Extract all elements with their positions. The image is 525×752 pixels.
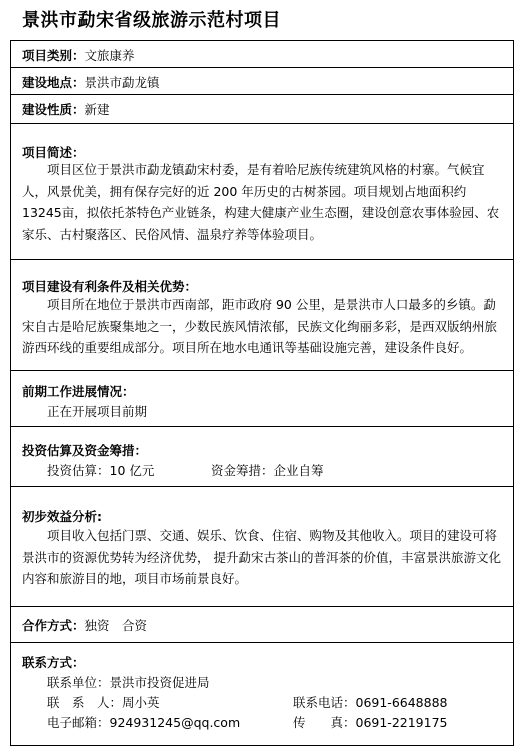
- category-row: [11, 41, 513, 68]
- nature-label: 建设性质：: [22, 102, 85, 117]
- cooperation-row: [11, 607, 513, 643]
- investment-estimate: 投资估算：10 亿元: [47, 463, 155, 478]
- category-value: 文旅康养: [84, 48, 135, 63]
- progress-heading: 前期工作进展情况：: [22, 384, 135, 399]
- cooperation-value: 独资 合资: [84, 618, 148, 633]
- contact-email: 电子邮箱：924931245@qq.com: [47, 715, 241, 730]
- nature-row: [11, 95, 513, 124]
- benefit-section: [11, 487, 513, 607]
- progress-section: [11, 371, 513, 427]
- investment-section: [11, 427, 513, 487]
- progress-text: 正在开展项目前期: [47, 404, 148, 419]
- benefit-heading: 初步效益分析:: [22, 509, 102, 524]
- location-row: [11, 68, 513, 95]
- summary-text: 项目区位于景洪市勐龙镇勐宋村委，是有着哈尼族传统建筑风格的村寨。气候宜人，风景优美，拥有保存完好的近 200 年历史的古树茶园。项目规划占地面积约 13245亩，拟依托茶特色产业链条，构建大健康产业生态圈，建设创意农事体验园、农家乐、古村聚落区、民俗风情、温泉疗养等体验项目。: [22, 162, 500, 242]
- contact-unit: 联系单位：景洪市投资促进局: [47, 675, 210, 690]
- benefit-text: 项目收入包括门票、交通、娱乐、饮食、住宿、购物及其他收入。项目的建设可将景洪市的资源优势转为经济优势， 提升勐宋古茶山的普洱茶的价值，丰富景洪旅游文化内容和旅游目的地，项目市场前景良好。: [22, 528, 501, 586]
- advantages-heading: 项目建设有利条件及相关优势：: [22, 279, 198, 294]
- location-value: 景洪市勐龙镇: [84, 75, 160, 90]
- summary-section: [11, 124, 513, 260]
- contact-person: 联 系 人：周小英: [47, 695, 160, 710]
- category-label: 项目类别：: [22, 48, 85, 63]
- contact-fax: 传 真：0691-2219175: [293, 715, 448, 730]
- contact-heading: 联系方式：: [22, 655, 85, 670]
- nature-value: 新建: [84, 102, 110, 117]
- advantages-section: [11, 260, 513, 371]
- project-sheet: [10, 40, 514, 746]
- summary-heading: 项目简述：: [22, 145, 85, 160]
- location-label: 建设地点：: [22, 75, 85, 90]
- investment-heading: 投资估算及资金筹措：: [22, 443, 148, 458]
- contact-phone: 联系电话：0691-6648888: [293, 695, 448, 710]
- page-title: 景洪市勐宋省级旅游示范村项目: [22, 10, 281, 31]
- contact-section: [11, 643, 513, 745]
- investment-funding: 资金筹措：企业自筹: [211, 463, 324, 478]
- cooperation-label: 合作方式：: [22, 618, 85, 633]
- advantages-text: 项目所在地位于景洪市西南部，距市政府 90 公里，是景洪市人口最多的乡镇。勐宋自古是哈尼族聚集地之一，少数民族风情浓郁，民族文化绚丽多彩，是西双版纳州旅游西环线的重要组成部分。项目所在地水电通讯等基础设施完善，建设条件良好。: [22, 297, 498, 355]
